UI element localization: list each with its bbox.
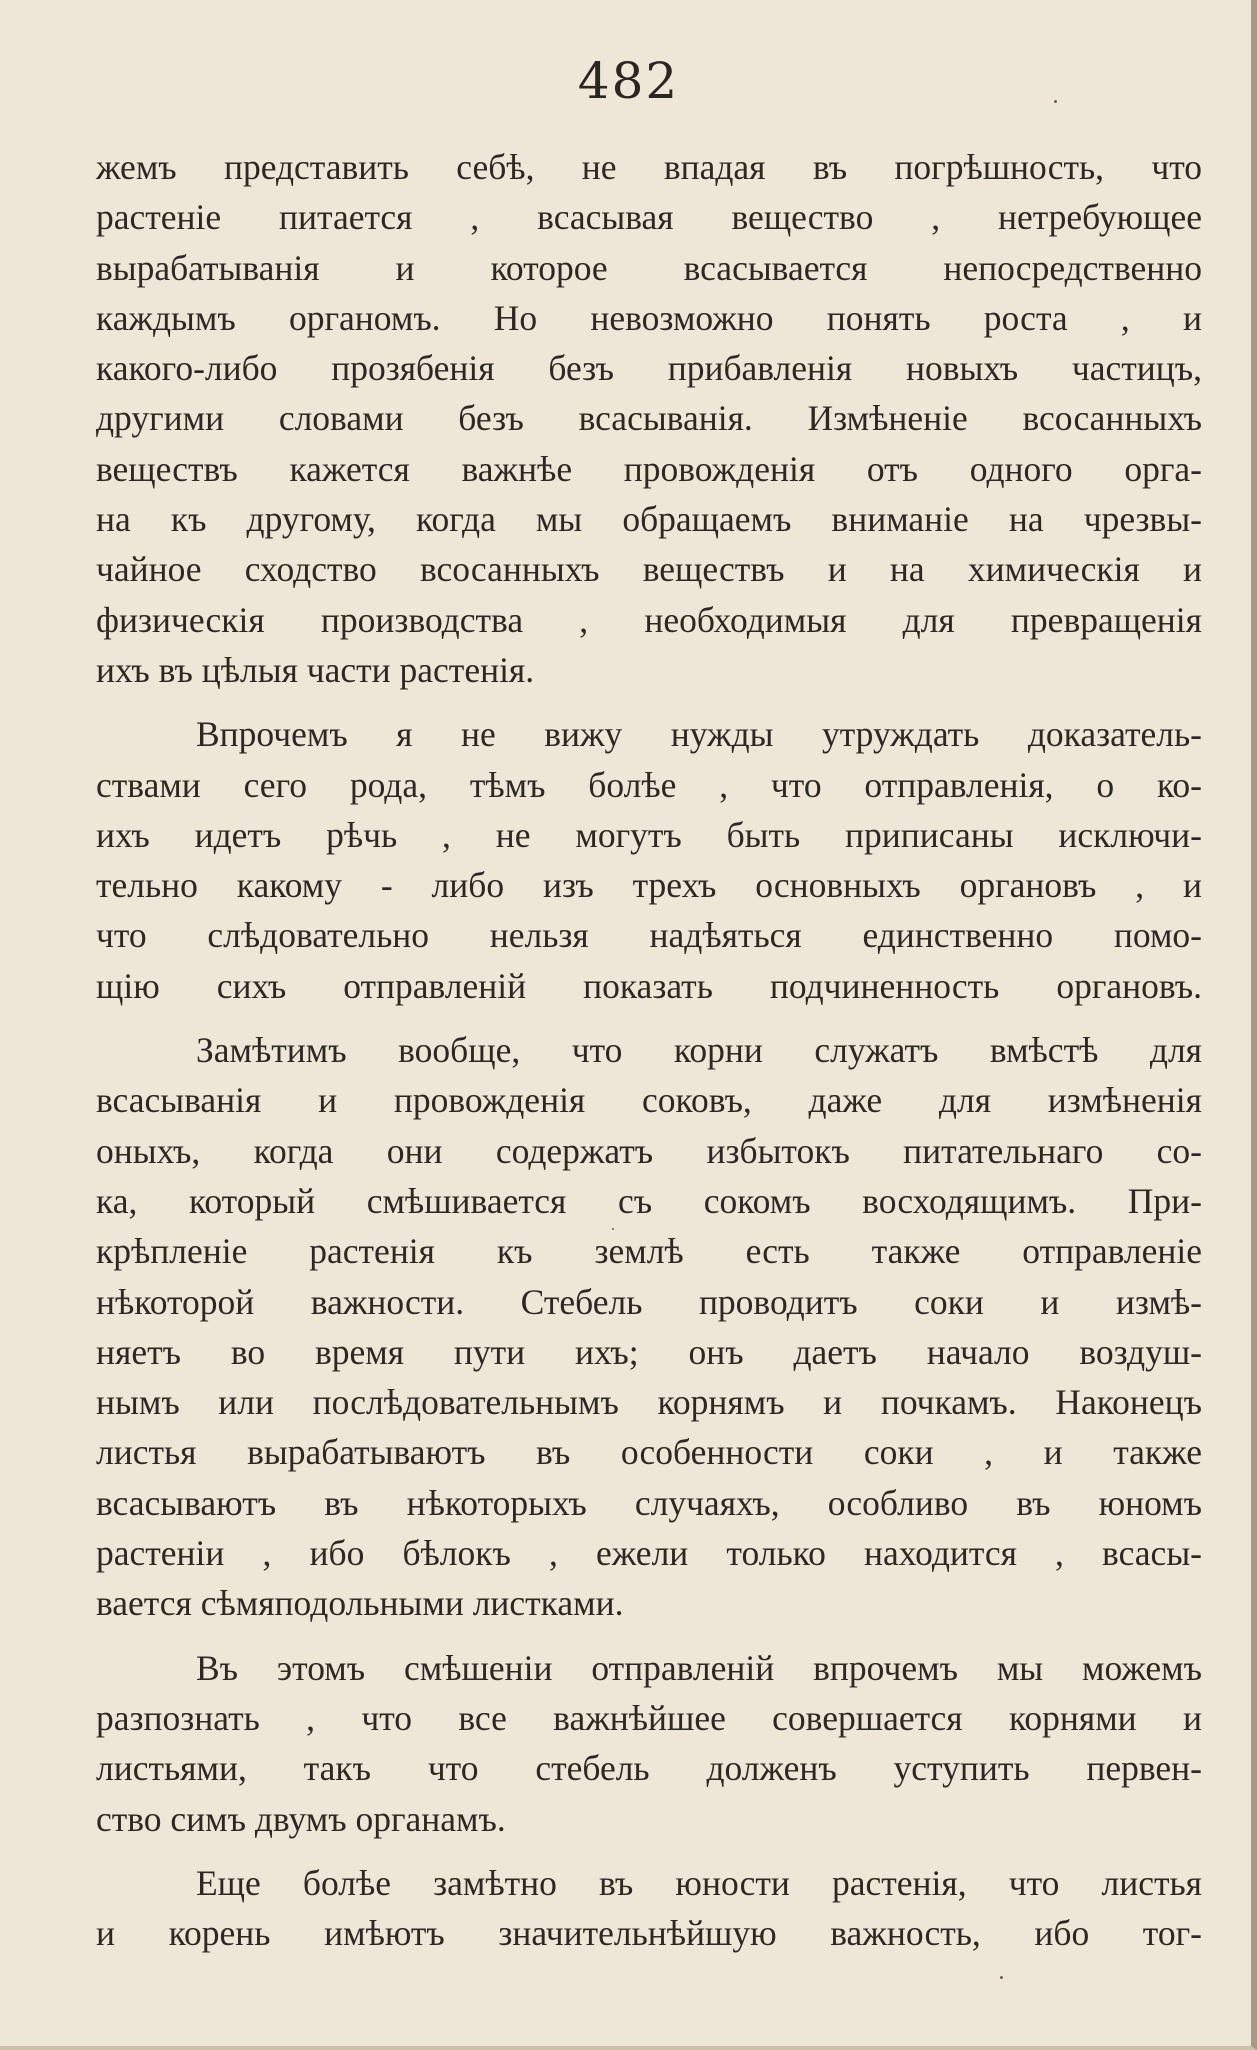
paper-speck xyxy=(1000,1976,1003,1979)
text-line: какого-либо прозябенія безъ прибавленія новыхъ частицъ, xyxy=(96,348,1202,389)
paragraph-1 xyxy=(96,142,1202,695)
text-line: Еще болѣе замѣтно въ юности растенія, что листья xyxy=(196,1862,1202,1903)
text-line: нѣкоторой важности. Стебель проводитъ соки и измѣ- xyxy=(96,1281,1202,1322)
paragraph-3 xyxy=(96,1025,1202,1629)
text-line: разпознать , что все важнѣйшее совершается корнями и xyxy=(96,1697,1202,1738)
text-line: растеніе питается , всасывая вещество , нетребующее xyxy=(96,197,1202,238)
paragraph-4 xyxy=(96,1643,1202,1844)
text-line: Въ этомъ смѣшеніи отправленій впрочемъ мы можемъ xyxy=(196,1647,1202,1688)
text-line: оныхъ, когда они содержатъ избытокъ питательнаго со- xyxy=(96,1130,1202,1171)
text-line: чайное сходство всосанныхъ веществъ и на химическія и xyxy=(96,549,1202,590)
text-line: листьями, такъ что стебель долженъ уступить первен- xyxy=(96,1748,1202,1789)
page-number: 482 xyxy=(577,52,680,110)
text-line: щію сихъ отправленій показать подчиненность органовъ. xyxy=(96,965,1202,1006)
text-line: тельно какому - либо изъ трехъ основныхъ органовъ , и xyxy=(96,865,1202,906)
text-line: и корень имѣютъ значительнѣйшую важность, ибо тог- xyxy=(96,1913,1202,1954)
text-line: Замѣтимъ вообще, что корни служатъ вмѣстѣ для xyxy=(196,1030,1202,1071)
text-line: всасыванія и провожденія соковъ, даже для измѣненія xyxy=(96,1080,1202,1121)
text-line: вается сѣмяподольными листками. xyxy=(96,1583,624,1624)
text-line: крѣпленіе растенія къ землѣ есть также отправленіе xyxy=(96,1231,1202,1272)
paper-speck xyxy=(612,1228,614,1230)
text-line: веществъ кажется важнѣе провожденія отъ одного орга- xyxy=(96,448,1202,489)
text-line: нымъ или послѣдовательнымъ корнямъ и почкамъ. Наконецъ xyxy=(96,1382,1202,1423)
text-line: няетъ во время пути ихъ; онъ даетъ начало воздуш- xyxy=(96,1331,1202,1372)
text-line: что слѣдовательно нельзя надѣяться единственно помо- xyxy=(96,915,1202,956)
text-line: ка, который смѣшивается съ сокомъ восходящимъ. При- xyxy=(96,1180,1202,1221)
text-line: жемъ представить себѣ, не впадая въ погрѣшность, что xyxy=(96,147,1202,187)
text-line: растеніи , ибо бѣлокъ , ежели только находится , всасы- xyxy=(96,1533,1202,1574)
text-line: другими словами безъ всасыванія. Измѣненіе всосанныхъ xyxy=(96,398,1202,439)
paragraph-5 xyxy=(96,1858,1202,1959)
text-line: ихъ идетъ рѣчь , не могутъ быть приписаны исключи- xyxy=(96,814,1202,855)
text-line: вырабатыванія и которое всасывается непосредственно xyxy=(96,247,1202,288)
text-line: каждымъ органомъ. Но невозможно понять роста , и xyxy=(96,297,1202,338)
body-text xyxy=(96,142,1202,1972)
paragraph-2 xyxy=(96,709,1202,1011)
text-line: всасываютъ въ нѣкоторыхъ случаяхъ, особливо въ юномъ xyxy=(96,1482,1202,1523)
text-line: Впрочемъ я не вижу нужды утруждать доказатель- xyxy=(196,714,1202,755)
text-line: на къ другому, когда мы обращаемъ вниманіе на чрезвы- xyxy=(96,499,1202,540)
text-line: физическія производства , необходимыя для превращенія xyxy=(96,599,1202,640)
text-line: листья вырабатываютъ въ особенности соки , и также xyxy=(96,1432,1202,1473)
text-line: ствами сего рода, тѣмъ болѣе , что отправленія, о ко- xyxy=(96,764,1202,805)
text-line: ство симъ двумъ органамъ. xyxy=(96,1798,506,1839)
text-line: ихъ въ цѣлыя части растенія. xyxy=(96,649,535,690)
paper-speck xyxy=(1054,100,1057,103)
